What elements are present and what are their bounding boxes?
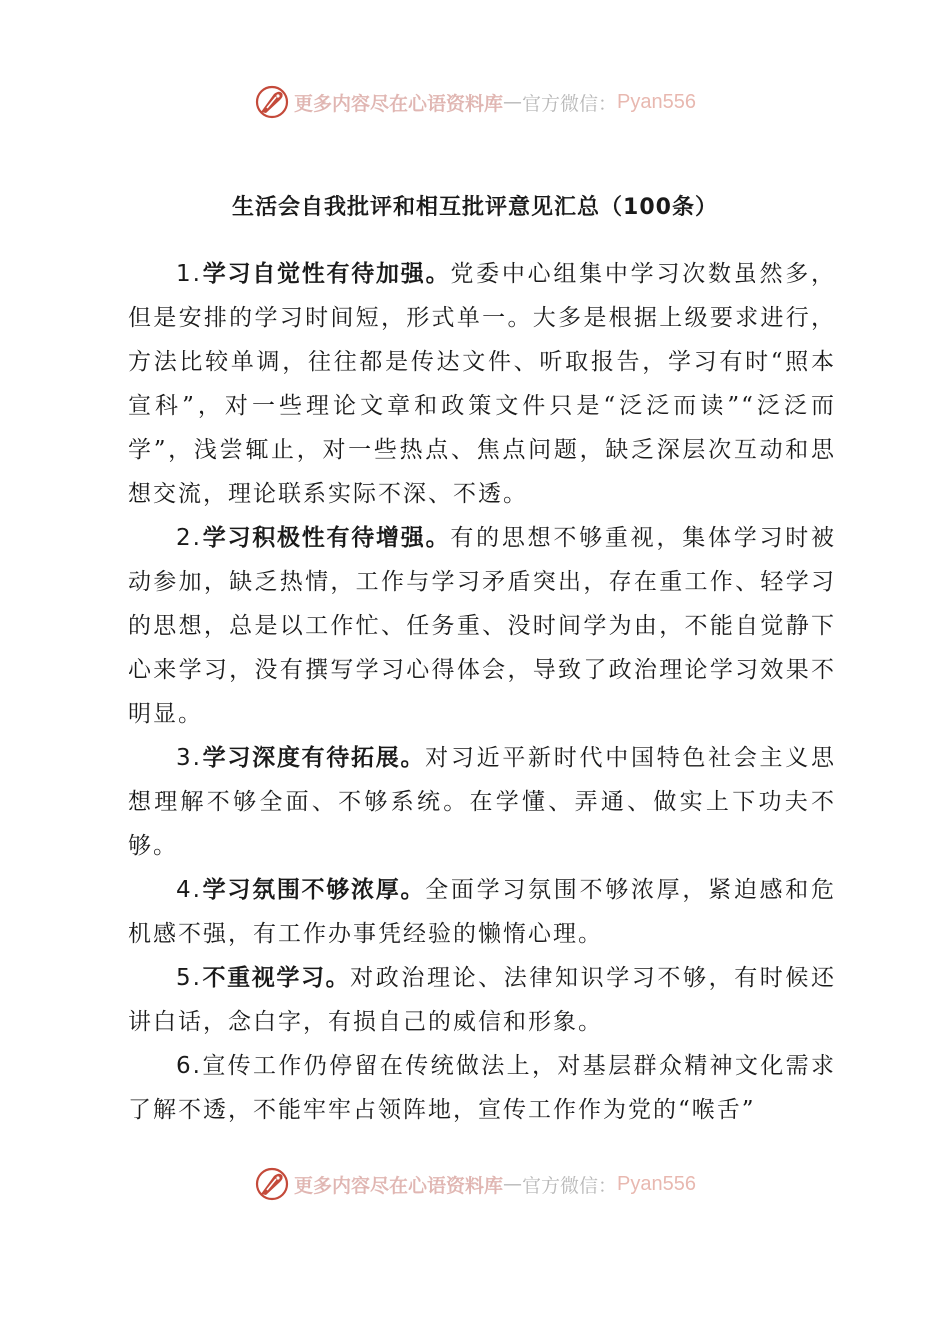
document-body [128,252,836,1132]
paragraph-number: 5. [176,965,202,991]
paragraph-number: 2. [176,525,202,551]
paragraph-heading: 学习深度有待拓展。 [201,745,426,771]
banner-dash: — [503,1173,523,1195]
paragraph-heading: 不重视学习。 [201,965,351,991]
paragraph-text: 对政治理论、法律知识学习不够，有时候还讲白话，念白字，有损自己的威信和形象。 [128,965,837,1035]
footer-banner [0,1164,950,1204]
banner-label: 官方微信： [522,1174,618,1197]
pen-nib-logo-icon [254,84,290,120]
paragraph-number: 1. [176,261,202,287]
paragraph-text: 党委中心组集中学习次数虽然多，但是安排的学习时间短，形式单一。大多是根据上级要求进行，方法比较单调，往往都是传达文件、听取报告，学习有时“照本宣科”，对一些理论文章和政策文件只是“泛泛而读”“泛泛而学”，浅尝辄止，对一些热点、焦点问题，缺乏深层次互动和思想交流，理论联系实际不深、不透。 [128,261,837,507]
banner-wechat-id: Pyan556 [617,90,696,113]
banner-main-text: 更多内容尽在心语资料库 [294,92,504,115]
banner-dash: — [503,91,523,113]
document-title: 生活会自我批评和相互批评意见汇总（100条） [232,195,718,220]
paragraph-heading: 学习自觉性有待加强。 [201,261,451,287]
paragraph-4 [128,868,836,956]
paragraph-1 [128,252,836,516]
paragraph-2 [128,516,836,736]
banner-label: 官方微信： [522,92,618,115]
header-banner [0,82,950,122]
banner-main-text: 更多内容尽在心语资料库 [294,1174,504,1197]
paragraph-number: 3. [176,745,202,771]
pen-nib-logo-icon [254,1166,290,1202]
banner-wechat-id: Pyan556 [617,1172,696,1195]
paragraph-text: 宣传工作仍停留在传统做法上，对基层群众精神文化需求了解不透，不能牢牢占领阵地，宣传工作作为党的“喉舌” [128,1053,836,1123]
paragraph-6 [128,1044,836,1132]
paragraph-5 [128,956,836,1044]
paragraph-heading: 学习积极性有待增强。 [201,525,451,551]
paragraph-text: 全面学习氛围不够浓厚，紧迫感和危机感不强，有工作办事凭经验的懒惰心理。 [128,877,837,947]
paragraph-number: 6. [176,1053,202,1079]
paragraph-text: 对习近平新时代中国特色社会主义思想理解不够全面、不够系统。在学懂、弄通、做实上下功夫不够。 [128,745,837,859]
paragraph-heading: 学习氛围不够浓厚。 [201,877,426,903]
paragraph-number: 4. [176,877,202,903]
paragraph-text: 有的思想不够重视，集体学习时被动参加，缺乏热情，工作与学习矛盾突出，存在重工作、轻学习的思想，总是以工作忙、任务重、没时间学为由，不能自觉静下心来学习，没有撰写学习心得体会，导致了政治理论学习效果不明显。 [128,525,837,727]
paragraph-3 [128,736,836,868]
